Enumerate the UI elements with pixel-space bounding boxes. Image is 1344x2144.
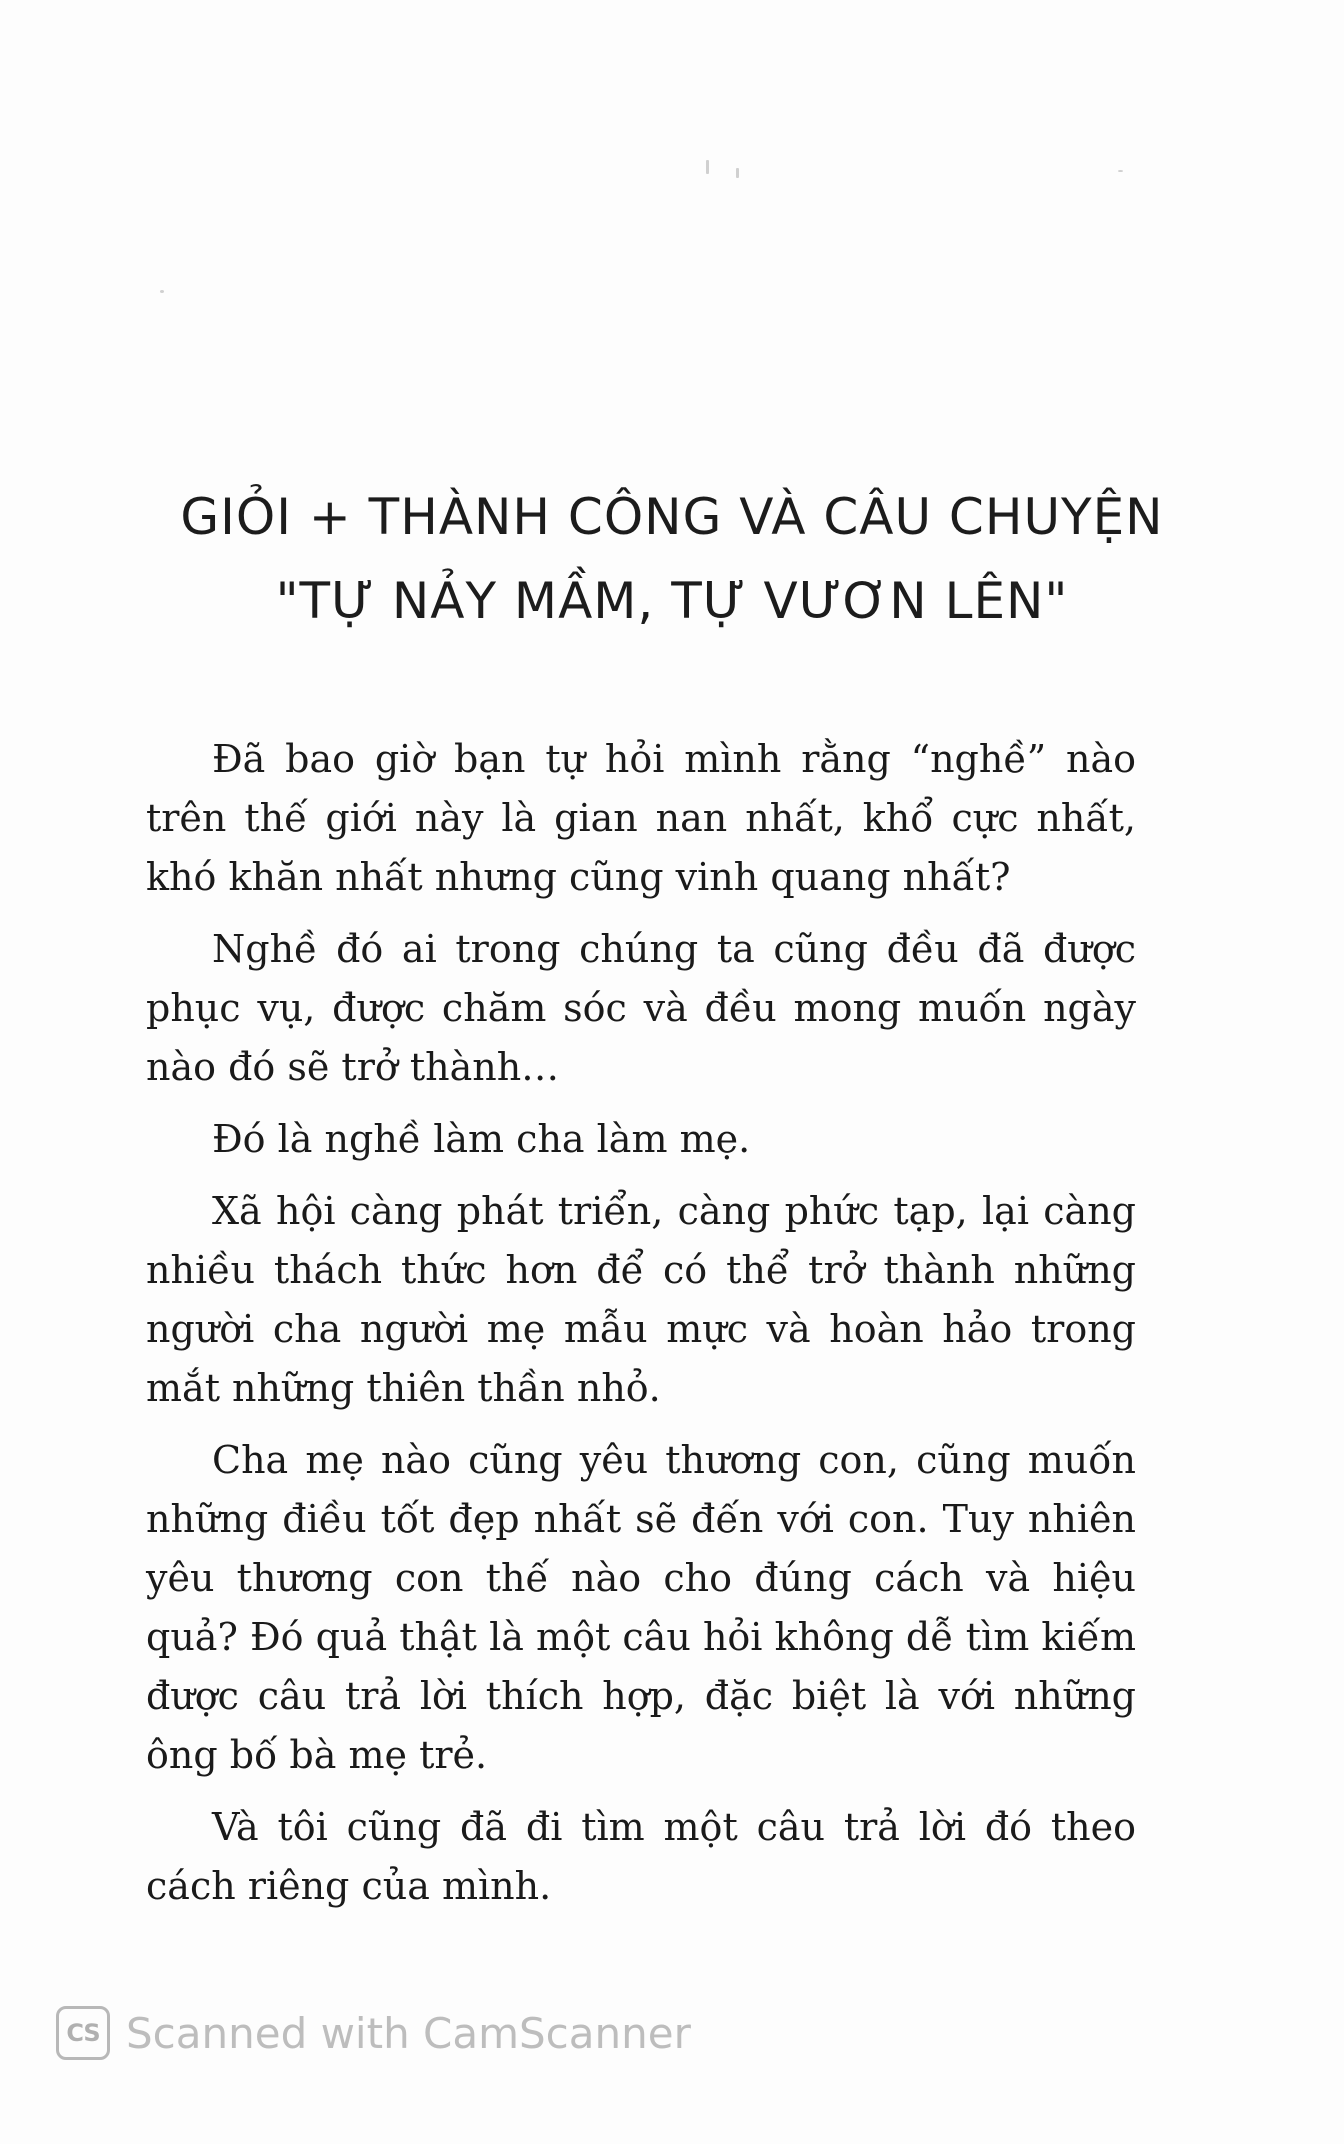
chapter-title-line-1: GIỎI + THÀNH CÔNG VÀ CÂU CHUYỆN [180, 488, 1164, 546]
chapter-title-line-2: "TỰ NẢY MẦM, TỰ VƯƠN LÊN" [275, 572, 1069, 630]
paragraph: Cha mẹ nào cũng yêu thương con, cũng muốn những điều tốt đẹp nhất sẽ đến với con. Tuy nhiên yêu thương con thế nào cho đúng cách và hiệu quả? Đó quả thật là một câu hỏi không dễ tìm kiếm được câu trả lời thích hợp, đặc biệt là với những ông bố bà mẹ trẻ. [146, 1438, 1136, 1777]
scan-speck [706, 160, 709, 174]
paragraph: Nghề đó ai trong chúng ta cũng đều đã được phục vụ, được chăm sóc và đều mong muốn ngày nào đó sẽ trở thành… [146, 927, 1136, 1089]
paragraph: Và tôi cũng đã đi tìm một câu trả lời đó theo cách riêng của mình. [146, 1805, 1136, 1908]
scan-speck [160, 290, 164, 293]
paragraph: Đã bao giờ bạn tự hỏi mình rằng “nghề” nào trên thế giới này là gian nan nhất, khổ cực nhất, khó khăn nhất nhưng cũng vinh quang nhất? [146, 737, 1136, 899]
camscanner-watermark [56, 2006, 691, 2060]
paragraph: Xã hội càng phát triển, càng phức tạp, lại càng nhiều thách thức hơn để có thể trở thành những người cha người mẹ mẫu mực và hoàn hảo trong mắt những thiên thần nhỏ. [146, 1189, 1136, 1410]
camscanner-logo-icon: CS [56, 2006, 110, 2060]
body-text [146, 730, 1136, 1929]
watermark-text: Scanned with CamScanner [126, 2008, 691, 2058]
scan-speck [736, 168, 739, 178]
scan-speck [1118, 170, 1123, 172]
paragraph: Đó là nghề làm cha làm mẹ. [212, 1117, 751, 1161]
